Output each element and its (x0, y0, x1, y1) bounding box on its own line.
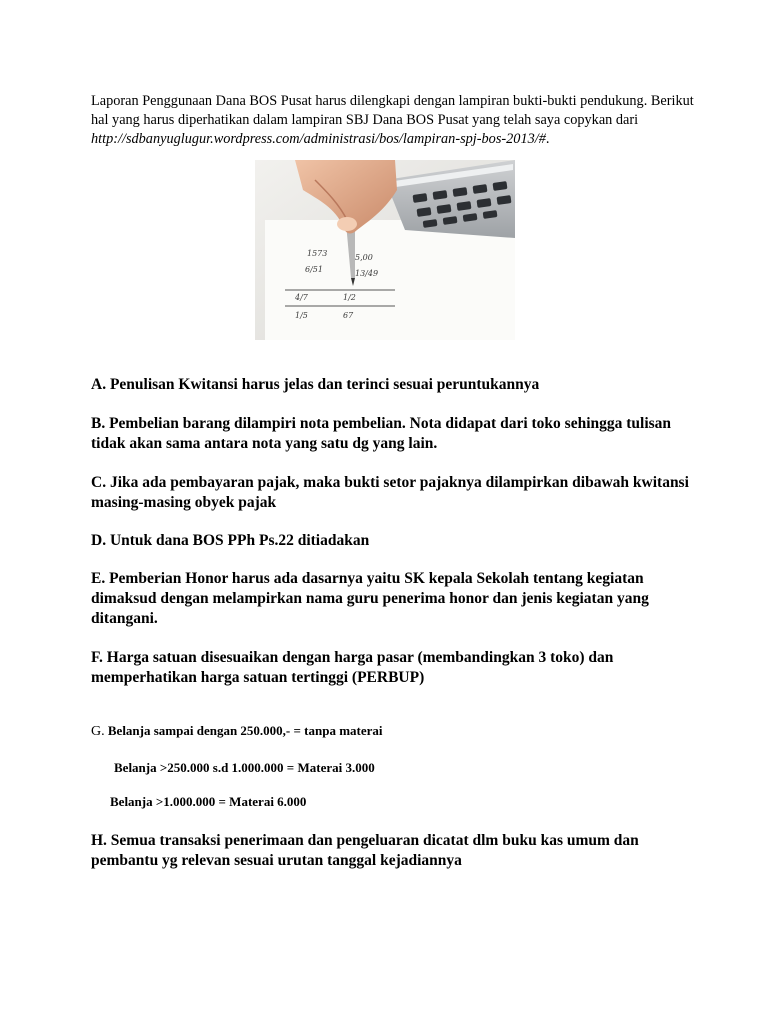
item-g-line-3: Belanja >1.000.000 = Materai 6.000 (110, 794, 307, 809)
item-f: F. Harga satuan disesuaikan dengan harga pasar (membandingkan 3 toko) dan memperhatikan harga satuan tertinggi (PERBUP) (91, 649, 614, 686)
ledger-mark: 1573 (307, 249, 328, 258)
item-g-text-1: Belanja sampai dengan 250.000,- = tanpa materai (107, 723, 383, 738)
item-h: H. Semua transaksi penerimaan dan pengeluaran dicatat dlm buku kas umum dan pembantu yg relevan sesuai urutan tanggal kejadiannya (91, 832, 639, 869)
ledger-mark: 6/51 (305, 265, 323, 274)
ledger-mark: 4/7 (295, 293, 308, 302)
intro-suffix: . (545, 131, 550, 147)
item-c: C. Jika ada pembayaran pajak, maka bukti setor pajaknya dilampirkan dibawah kwitansi masing-masing obyek pajak (91, 474, 689, 511)
ledger-mark: 67 (343, 311, 354, 320)
source-url[interactable]: http://sdbanyuglugur.wordpress.com/administrasi/bos/lampiran-spj-bos-2013/# (91, 131, 546, 147)
item-b: B. Pembelian barang dilampiri nota pembelian. Nota didapat dari toko sehingga tulisan tidak akan sama antara nota yang satu dg yang lain. (91, 415, 672, 452)
ledger-mark: 1/5 (295, 311, 308, 320)
item-e: E. Pemberian Honor harus ada dasarnya yaitu SK kepala Sekolah tentang kegiatan dimaksud dengan melampirkan nama guru penerima honor dan jenis kegiatan yang ditangani. (91, 570, 649, 627)
intro-paragraph (91, 92, 701, 149)
hand-writing-calculator-photo (255, 160, 515, 340)
ledger-mark: 5,00 (355, 253, 373, 262)
ledger-mark: 13/49 (355, 269, 379, 278)
ledger-mark: 1/2 (343, 293, 356, 302)
item-a: A. Penulisan Kwitansi harus jelas dan terinci sesuai peruntukannya (91, 376, 540, 393)
item-d: D. Untuk dana BOS PPh Ps.22 ditiadakan (91, 532, 370, 549)
item-g-line-1 (91, 723, 383, 740)
item-g-letter: G. (91, 724, 105, 739)
item-g-line-2: Belanja >250.000 s.d 1.000.000 = Materai 3.000 (114, 760, 375, 775)
intro-text: Laporan Penggunaan Dana BOS Pusat harus dilengkapi dengan lampiran bukti-bukti pendukung. Berikut hal yang harus diperhatikan dalam lampiran SBJ Dana BOS Pusat yang telah saya copykan dari (91, 93, 694, 128)
